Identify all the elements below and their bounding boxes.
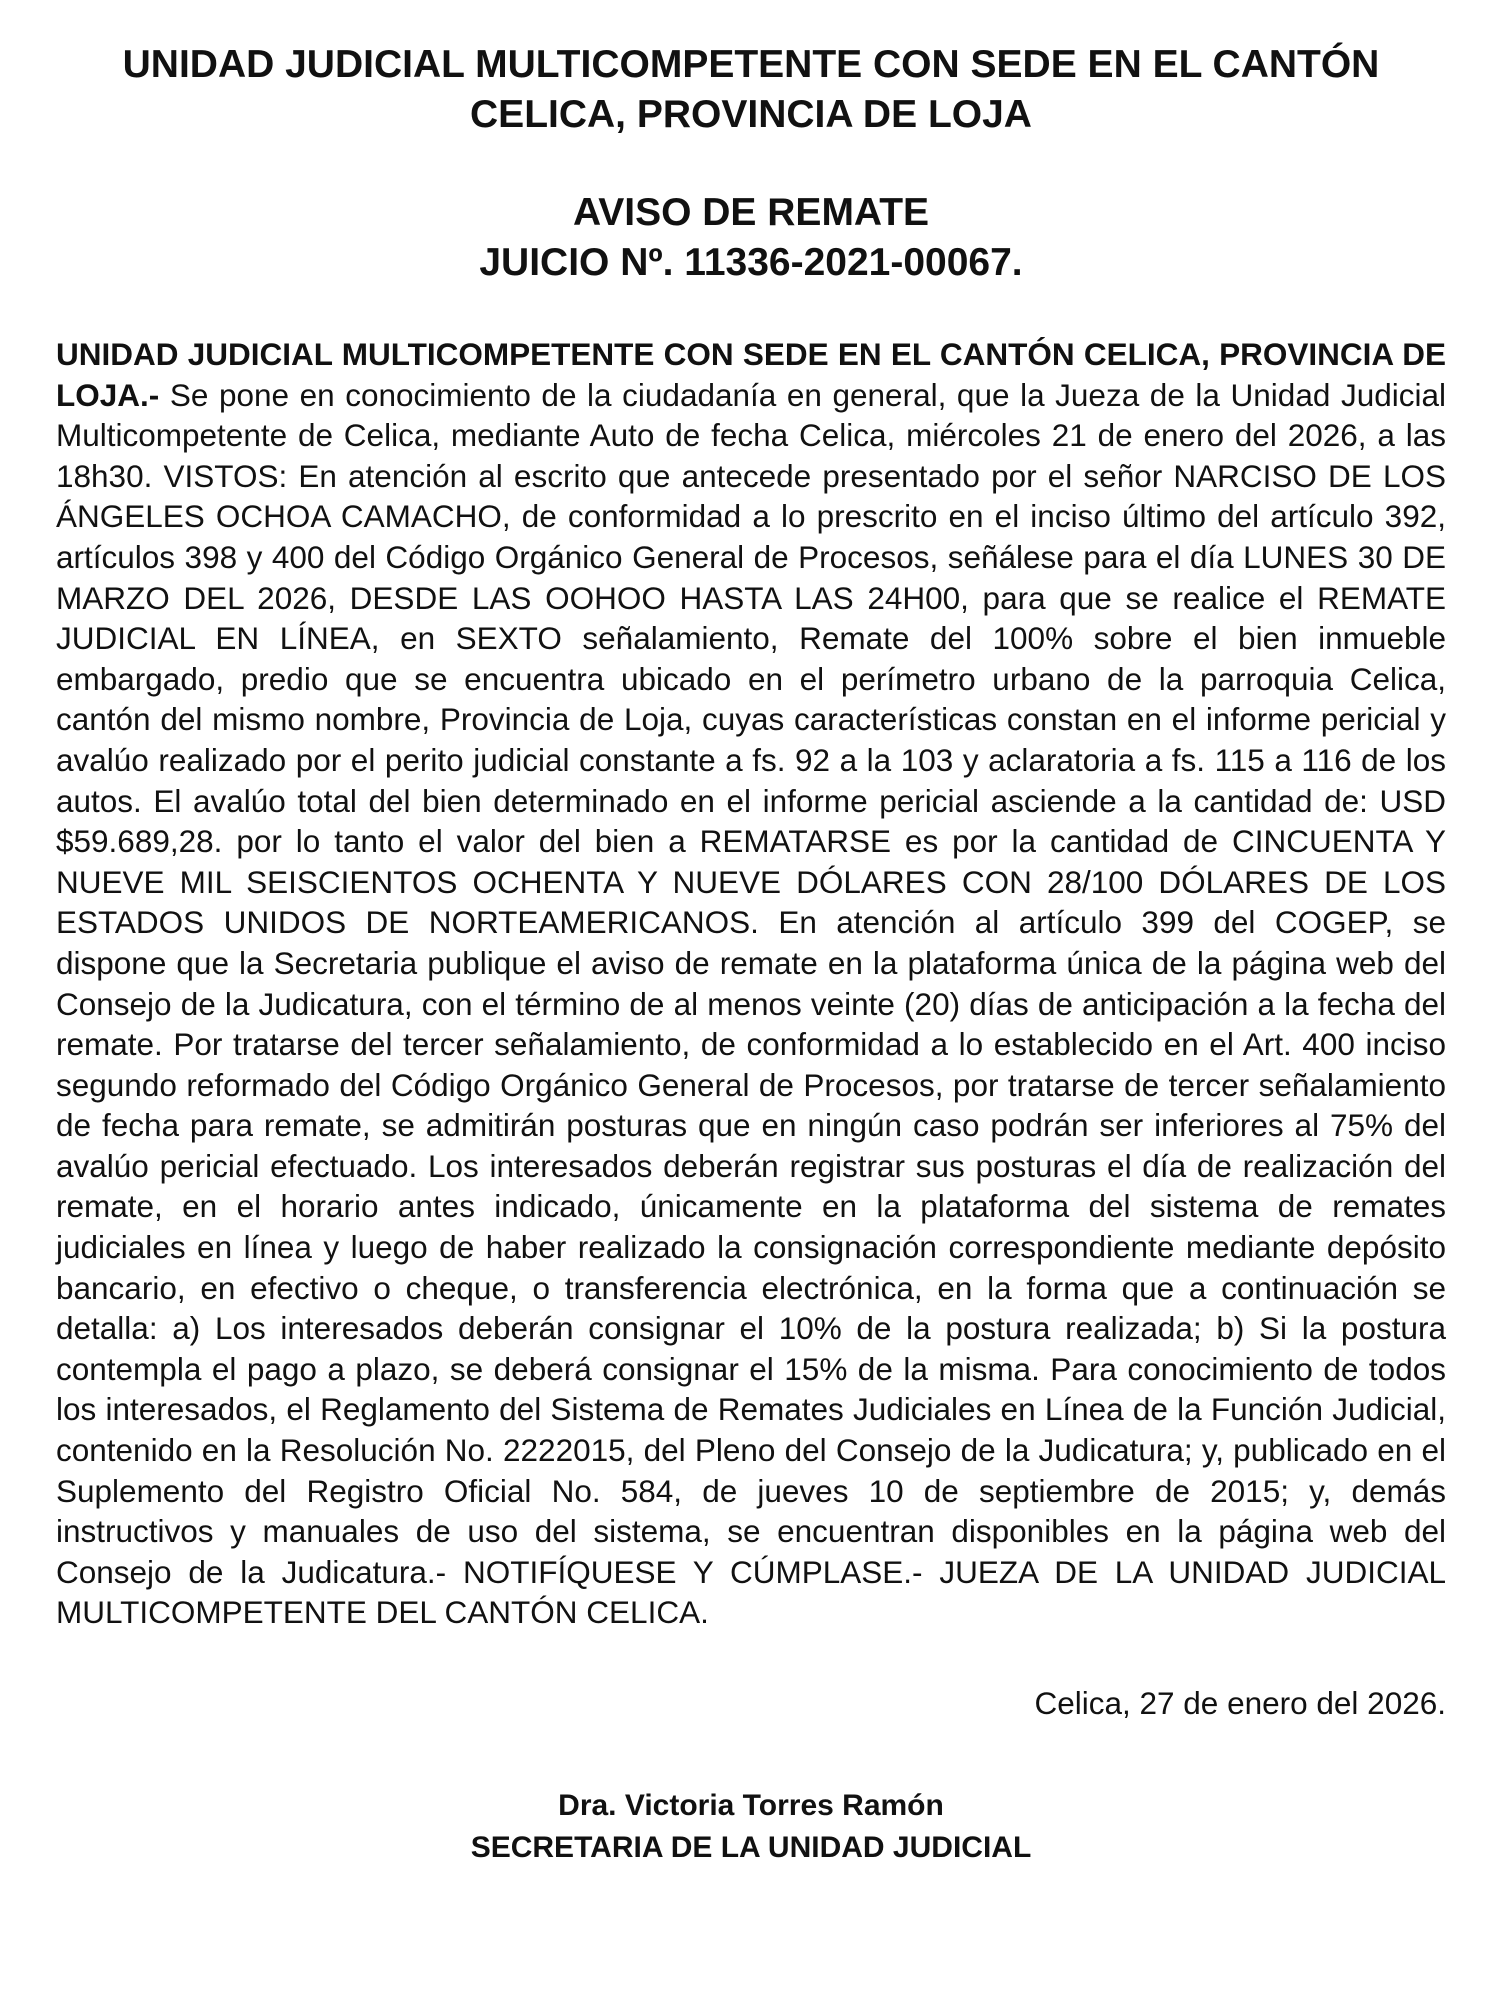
signature-role: SECRETARIA DE LA UNIDAD JUDICIAL xyxy=(470,1831,1032,1864)
date-line: Celica, 27 de enero del 2026. xyxy=(1034,1685,1446,1721)
notice-title: AVISO DE REMATE xyxy=(572,191,930,234)
notice-title-block xyxy=(56,188,1446,288)
court-header-line-2: CELICA, PROVINCIA DE LOJA xyxy=(470,93,1032,136)
notice-body xyxy=(56,334,1446,1633)
document-page xyxy=(56,30,1446,1869)
signature-block xyxy=(56,1785,1446,1869)
notice-body-text: Se pone en conocimiento de la ciudadanía en general, que la Jueza de la Unidad Judicial Multicompetente de Celica, mediante Auto de fecha Celica, miércoles 21 de enero del 2026, a las 18h30. VISTOS: En atención al escrito que antecede presentado por el señor NARCISO DE LOS ÁNGELES OCHOA CAMACHO, de conformidad a lo prescrito en el inciso último del artículo 392, artículos 398 y 400 del Código Orgánico General de Procesos, señálese para el día LUNES 30 DE MARZO DEL 2026, DESDE LAS OOHOO HASTA LAS 24H00, para que se realice el REMATE JUDICIAL EN LÍNEA, en SEXTO señalamiento, Remate del 100% sobre el bien inmueble embargado, predio que se encuentra ubicado en el perímetro urbano de la parroquia Celica, cantón del mismo nombre, Provincia de Loja, cuyas características constan en el informe pericial y avalúo realizado por el perito judicial constante a fs. 92 a la 103 y aclaratoria a fs. 115 a 116 de los autos. El avalúo total del bien determinado en el informe pericial asciende a la cantidad de: USD $59.689,28. por lo tanto el valor del bien a REMATARSE es por la cantidad de CINCUENTA Y NUEVE MIL SEISCIENTOS OCHENTA Y NUEVE DÓLARES CON 28/100 DÓLARES DE LOS ESTADOS UNIDOS DE NORTEAMERICANOS. En atención al artículo 399 del COGEP, se dispone que la Secretaria publique el aviso de remate en la plataforma única de la página web del Consejo de la Judicatura, con el término de al menos veinte (20) días de anticipación a la fecha del remate. Por tratarse del tercer señalamiento, de conformidad a lo establecido en el Art. 400 inciso segundo reformado del Código Orgánico General de Procesos, por tratarse de tercer señalamiento de fecha para remate, se admitirán posturas que en ningún caso podrán ser inferiores al 75% del avalúo pericial efectuado. Los interesados deberán registrar sus posturas el día de realización del remate, en el horario antes indicado, únicamente en la plataforma del sistema de remates judiciales en línea y luego de haber realizado la consignación correspondiente mediante depósito bancario, en efectivo o cheque, o transferencia electrónica, en la forma que a continuación se detalla: a) Los interesados deberán consignar el 10% de la postura realizada; b) Si la postura contempla el pago a plazo, se deberá consignar el 15% de la misma. Para conocimiento de todos los interesados, el Reglamento del Sistema de Remates Judiciales en Línea de la Función Judicial, contenido en la Resolución No. 2222015, del Pleno del Consejo de la Judicatura; y, publicado en el Suplemento del Registro Oficial No. 584, de jueves 10 de septiembre de 2015; y, demás instructivos y manuales de uso del sistema, se encuentran disponibles en la página web del Consejo de la Judicatura.- NOTIFÍQUESE Y CÚMPLASE.- JUEZA DE LA UNIDAD JUDICIAL MULTICOMPETENTE DEL CANTÓN CELICA. xyxy=(56,376,1446,1631)
case-number: JUICIO Nº. 11336-2021-00067. xyxy=(479,241,1023,284)
court-header xyxy=(56,40,1446,140)
court-header-line-1: UNIDAD JUDICIAL MULTICOMPETENTE CON SEDE EN EL CANTÓN xyxy=(122,43,1380,86)
notice-body-lead: UNIDAD JUDICIAL MULTICOMPETENTE CON SEDE EN EL CANTÓN CELICA, PROVINCIA DE LOJA.- xyxy=(56,336,1446,413)
signature-name: Dra. Victoria Torres Ramón xyxy=(558,1789,944,1822)
